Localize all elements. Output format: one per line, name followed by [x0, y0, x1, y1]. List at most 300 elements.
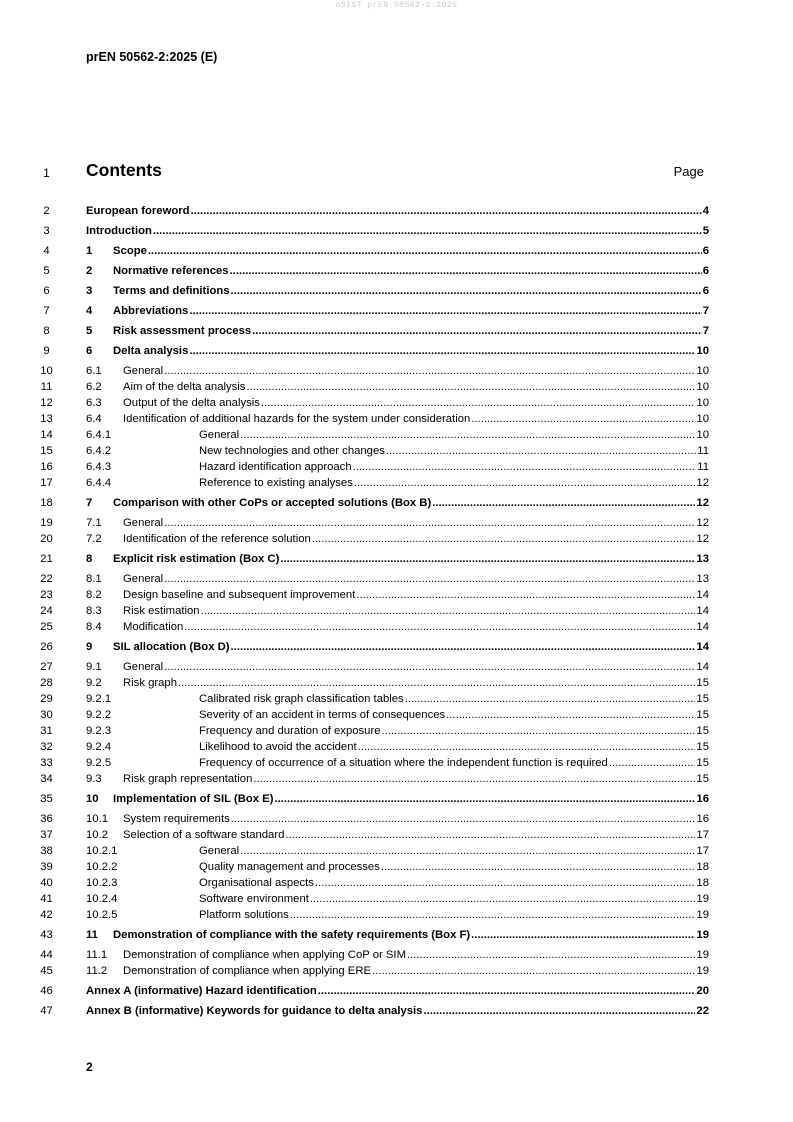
- toc-entry[interactable]: [0, 224, 793, 238]
- contents-heading-row: [0, 160, 793, 184]
- line-number: 3: [43, 225, 50, 237]
- section-number: 9.2: [86, 677, 102, 689]
- section-title: System requirements: [123, 813, 230, 825]
- section-title: Normative references: [113, 265, 229, 277]
- page-number: 11: [697, 445, 709, 457]
- page-number: 10: [696, 381, 709, 393]
- toc-entry[interactable]: [0, 324, 793, 338]
- dot-leader: [231, 284, 702, 298]
- section-title: General: [199, 429, 240, 441]
- dot-leader: [312, 532, 696, 546]
- dot-leader: [609, 756, 696, 770]
- line-number: 47: [40, 1005, 53, 1017]
- section-title: Likelihood to avoid the accident: [199, 741, 357, 753]
- toc-entry-content: [86, 516, 709, 530]
- page-number: 22: [696, 1005, 709, 1017]
- line-number: 27: [40, 661, 53, 673]
- dot-leader: [353, 460, 697, 474]
- dot-leader: [230, 264, 702, 278]
- toc-entry[interactable]: [0, 396, 793, 410]
- toc-entry-content: [86, 660, 709, 674]
- line-number: 16: [40, 461, 53, 473]
- dot-leader: [189, 304, 701, 318]
- page-title: Contents: [86, 160, 162, 180]
- section-title: Frequency of occurrence of a situation where the independent function is required: [199, 757, 608, 769]
- toc-entry-content: [86, 772, 709, 786]
- toc-entry-content: [86, 708, 709, 722]
- toc-entry[interactable]: [0, 532, 793, 546]
- toc-entry-content: [86, 304, 709, 318]
- line-number: 42: [40, 909, 53, 921]
- section-title: General: [123, 365, 164, 377]
- toc-entry[interactable]: [0, 380, 793, 394]
- dot-leader: [274, 792, 695, 806]
- section-number: 10.2.1: [86, 845, 118, 857]
- line-number: 11: [40, 381, 53, 393]
- line-number: 17: [40, 477, 53, 489]
- section-title: Risk estimation: [123, 605, 200, 617]
- toc-entry[interactable]: [0, 772, 793, 786]
- toc-entry-content: [86, 476, 709, 490]
- toc-entry[interactable]: [0, 604, 793, 618]
- line-number: 38: [40, 845, 53, 857]
- section-title: Software environment: [199, 893, 309, 905]
- toc-entry-content: [86, 908, 709, 922]
- toc-entry-content: [86, 640, 709, 654]
- section-number: 10.2.4: [86, 893, 118, 905]
- section-number: 9.2.1: [86, 693, 112, 705]
- line-number: 6: [43, 285, 50, 297]
- toc-entry-content: [86, 380, 709, 394]
- section-number: 7: [86, 497, 93, 509]
- line-number: 37: [40, 829, 53, 841]
- toc-entry-content: [86, 948, 709, 962]
- dot-leader: [372, 964, 695, 978]
- section-title: Quality management and processes: [199, 861, 380, 873]
- section-number: 10: [86, 793, 99, 805]
- page-number: 15: [696, 757, 709, 769]
- toc-entry-content: [86, 844, 709, 858]
- toc-entry-content: [86, 224, 709, 238]
- section-number: 8: [86, 553, 93, 565]
- line-number: 14: [40, 429, 53, 441]
- toc-entry[interactable]: [0, 708, 793, 722]
- toc-entry[interactable]: [0, 724, 793, 738]
- toc-entry[interactable]: [0, 264, 793, 278]
- page-number: 10: [696, 365, 709, 377]
- dot-leader: [290, 908, 696, 922]
- dot-leader: [252, 324, 702, 338]
- line-number: 30: [40, 709, 53, 721]
- section-number: 11: [86, 929, 98, 941]
- page-number: 7: [702, 305, 709, 317]
- dot-leader: [240, 428, 695, 442]
- section-number: 9.2.4: [86, 741, 112, 753]
- dot-leader: [148, 244, 702, 258]
- dot-leader: [423, 1004, 695, 1018]
- toc-entry[interactable]: [0, 244, 793, 258]
- toc-entry-content: [86, 604, 709, 618]
- page-number: 6: [702, 245, 709, 257]
- toc-entry-content: [86, 756, 709, 770]
- toc-entry-content: [86, 324, 709, 338]
- section-title: New technologies and other changes: [199, 445, 385, 457]
- toc-entry[interactable]: [0, 792, 793, 806]
- line-number: 39: [40, 861, 53, 873]
- dot-leader: [178, 676, 695, 690]
- section-title: Modification: [123, 621, 184, 633]
- line-number: 1: [43, 166, 50, 180]
- toc-entry-content: [86, 892, 709, 906]
- dot-leader: [386, 444, 696, 458]
- section-title: Annex B (informative) Keywords for guidance to delta analysis: [86, 1005, 423, 1017]
- dot-leader: [153, 224, 702, 238]
- footer-page-number: 2: [86, 1060, 93, 1074]
- line-number: 2: [43, 205, 50, 217]
- toc-entry[interactable]: [0, 964, 793, 978]
- section-title: Introduction: [86, 225, 152, 237]
- section-title: Selection of a software standard: [123, 829, 285, 841]
- section-title: Identification of additional hazards for the system under consideration: [123, 413, 471, 425]
- page-number: 4: [702, 205, 709, 217]
- toc-entry[interactable]: [0, 828, 793, 842]
- toc-entry[interactable]: [0, 676, 793, 690]
- line-number: 24: [40, 605, 53, 617]
- line-number: 18: [40, 497, 53, 509]
- toc-entry[interactable]: [0, 740, 793, 754]
- line-number: 44: [40, 949, 53, 961]
- section-number: 8.1: [86, 573, 102, 585]
- toc-entry-content: [86, 496, 709, 510]
- dot-leader: [246, 380, 695, 394]
- dot-leader: [405, 692, 696, 706]
- page-number: 17: [696, 845, 709, 857]
- toc-entry-content: [86, 460, 709, 474]
- section-title: Reference to existing analyses: [199, 477, 353, 489]
- section-number: 8.2: [86, 589, 102, 601]
- line-number: 40: [40, 877, 53, 889]
- page-number: 16: [696, 813, 709, 825]
- toc-entry-content: [86, 444, 709, 458]
- toc-entry-content: [86, 724, 709, 738]
- page-number: 11: [697, 461, 709, 473]
- line-number: 10: [40, 365, 53, 377]
- section-number: 10.2.3: [86, 877, 118, 889]
- dot-leader: [407, 948, 695, 962]
- toc-entry[interactable]: [0, 876, 793, 890]
- page-number: 12: [696, 477, 709, 489]
- section-title: Scope: [113, 245, 147, 257]
- toc-entry-content: [86, 588, 709, 602]
- toc-entry[interactable]: [0, 908, 793, 922]
- section-title: European foreword: [86, 205, 190, 217]
- line-number: 41: [40, 893, 53, 905]
- toc-entry[interactable]: [0, 460, 793, 474]
- dot-leader: [310, 892, 696, 906]
- watermark: oSIST prEN 50562-2:2025: [335, 1, 458, 10]
- page-number: 19: [696, 965, 709, 977]
- page-number: 10: [696, 413, 709, 425]
- dot-leader: [381, 860, 696, 874]
- page-number: 12: [696, 517, 709, 529]
- line-number: 43: [40, 929, 53, 941]
- toc-entry[interactable]: [0, 412, 793, 426]
- page-number: 14: [696, 589, 709, 601]
- page-number: 15: [696, 693, 709, 705]
- section-title: Annex A (informative) Hazard identification: [86, 985, 317, 997]
- line-number: 7: [43, 305, 50, 317]
- toc-entry[interactable]: [0, 364, 793, 378]
- toc-entry-content: [86, 964, 709, 978]
- section-number: 6.4.1: [86, 429, 112, 441]
- toc-entry[interactable]: [0, 948, 793, 962]
- dot-leader: [240, 844, 695, 858]
- toc-entry[interactable]: [0, 928, 793, 942]
- page-number: 17: [696, 829, 709, 841]
- section-number: 9: [86, 641, 93, 653]
- toc-entry-content: [86, 396, 709, 410]
- toc-entry[interactable]: [0, 812, 793, 826]
- toc-entry-content: [86, 740, 709, 754]
- toc-entry-content: [86, 876, 709, 890]
- section-title: Hazard identification approach: [199, 461, 352, 473]
- section-number: 8.4: [86, 621, 102, 633]
- toc-entry-content: [86, 244, 709, 258]
- toc-entry-content: [86, 928, 709, 942]
- dot-leader: [201, 604, 696, 618]
- dot-leader: [318, 984, 696, 998]
- dot-leader: [189, 344, 695, 358]
- toc-entry-content: [86, 428, 709, 442]
- line-number: 36: [40, 813, 53, 825]
- page-number: 6: [702, 285, 709, 297]
- section-number: 2: [86, 265, 93, 277]
- page-number: 15: [696, 677, 709, 689]
- page-number: 14: [696, 641, 709, 653]
- section-title: General: [123, 573, 164, 585]
- section-number: 11.2: [86, 965, 108, 977]
- toc-entry-content: [86, 692, 709, 706]
- toc-entry-content: [86, 412, 709, 426]
- toc-entry-content: [86, 344, 709, 358]
- section-number: 8.3: [86, 605, 102, 617]
- section-number: 1: [86, 245, 93, 257]
- dot-leader: [358, 740, 696, 754]
- toc-entry-content: [86, 860, 709, 874]
- page-number: 5: [702, 225, 709, 237]
- page-number: 15: [696, 725, 709, 737]
- section-title: Frequency and duration of exposure: [199, 725, 381, 737]
- section-title: Platform solutions: [199, 909, 289, 921]
- section-title: Demonstration of compliance when applying CoP or SIM: [123, 949, 406, 961]
- page-number: 10: [696, 397, 709, 409]
- section-title: General: [123, 661, 164, 673]
- line-number: 33: [40, 757, 53, 769]
- toc-entry-content: [86, 792, 709, 806]
- toc-entry-content: [86, 204, 709, 218]
- page-number: 12: [696, 533, 709, 545]
- page-number: 10: [696, 345, 709, 357]
- line-number: 13: [40, 413, 53, 425]
- section-number: 10.2: [86, 829, 108, 841]
- section-title: Risk graph: [123, 677, 177, 689]
- toc-entry[interactable]: [0, 284, 793, 298]
- section-title: Risk assessment process: [113, 325, 252, 337]
- document-id: prEN 50562-2:2025 (E): [86, 50, 218, 64]
- dot-leader: [231, 812, 696, 826]
- dot-leader: [191, 204, 702, 218]
- dot-leader: [471, 928, 695, 942]
- toc-entry[interactable]: [0, 588, 793, 602]
- section-number: 10.2.2: [86, 861, 118, 873]
- line-number: 22: [40, 573, 53, 585]
- page-number: 13: [696, 573, 709, 585]
- toc-entry-content: [86, 572, 709, 586]
- section-title: Risk graph representation: [123, 773, 253, 785]
- page-number: 18: [696, 877, 709, 889]
- toc-entry[interactable]: [0, 304, 793, 318]
- dot-leader: [354, 476, 696, 490]
- line-number: 23: [40, 589, 53, 601]
- section-number: 11.1: [86, 949, 108, 961]
- toc-entry-content: [86, 552, 709, 566]
- section-title: Delta analysis: [113, 345, 189, 357]
- section-number: 5: [86, 325, 93, 337]
- toc-entry[interactable]: [0, 204, 793, 218]
- line-number: 32: [40, 741, 53, 753]
- dot-leader: [164, 572, 695, 586]
- section-number: 6.1: [86, 365, 102, 377]
- section-number: 6.4.4: [86, 477, 112, 489]
- line-number: 45: [40, 965, 53, 977]
- section-title: Demonstration of compliance with the safety requirements (Box F): [113, 929, 471, 941]
- toc-entry[interactable]: [0, 444, 793, 458]
- page-number: 12: [696, 497, 709, 509]
- line-number: 25: [40, 621, 53, 633]
- dot-leader: [285, 828, 695, 842]
- toc-entry-content: [86, 828, 709, 842]
- section-title: Implementation of SIL (Box E): [113, 793, 274, 805]
- section-title: Identification of the reference solution: [123, 533, 311, 545]
- line-number: 15: [40, 445, 53, 457]
- toc-entry[interactable]: [0, 496, 793, 510]
- section-number: 6: [86, 345, 93, 357]
- section-number: 9.2.5: [86, 757, 112, 769]
- toc-entry[interactable]: [0, 572, 793, 586]
- section-number: 6.4.3: [86, 461, 112, 473]
- section-title: Abbreviations: [113, 305, 189, 317]
- section-number: 7.2: [86, 533, 102, 545]
- page-number: 15: [696, 741, 709, 753]
- toc-entry[interactable]: [0, 640, 793, 654]
- section-number: 9.3: [86, 773, 102, 785]
- toc-entry-content: [86, 676, 709, 690]
- page-column-label: Page: [673, 164, 704, 179]
- page-number: 18: [696, 861, 709, 873]
- dot-leader: [471, 412, 695, 426]
- line-number: 31: [40, 725, 53, 737]
- section-number: 3: [86, 285, 93, 297]
- section-number: 9.2.2: [86, 709, 112, 721]
- section-title: Comparison with other CoPs or accepted solutions (Box B): [113, 497, 432, 509]
- section-number: 6.4.2: [86, 445, 112, 457]
- section-number: 6.4: [86, 413, 102, 425]
- toc-entry[interactable]: [0, 476, 793, 490]
- page-number: 20: [696, 985, 709, 997]
- toc-entry[interactable]: [0, 892, 793, 906]
- toc-entry-content: [86, 264, 709, 278]
- section-title: Calibrated risk graph classification tables: [199, 693, 404, 705]
- dot-leader: [446, 708, 695, 722]
- toc-entry-content: [86, 812, 709, 826]
- toc-entry[interactable]: [0, 344, 793, 358]
- line-number: 20: [40, 533, 53, 545]
- line-number: 5: [43, 265, 50, 277]
- toc-entry[interactable]: [0, 692, 793, 706]
- dot-leader: [164, 660, 695, 674]
- page-number: 19: [696, 949, 709, 961]
- page-number: 19: [696, 893, 709, 905]
- dot-leader: [164, 364, 695, 378]
- section-number: 9.2.3: [86, 725, 112, 737]
- page-number: 15: [696, 709, 709, 721]
- line-number: 46: [40, 985, 53, 997]
- line-number: 35: [40, 793, 53, 805]
- toc-entry[interactable]: [0, 428, 793, 442]
- line-number: 8: [43, 325, 50, 337]
- dot-leader: [231, 640, 696, 654]
- toc-entry-content: [86, 1004, 709, 1018]
- section-title: Output of the delta analysis: [123, 397, 260, 409]
- toc-entry[interactable]: [0, 860, 793, 874]
- dot-leader: [164, 516, 695, 530]
- section-number: 10.2.5: [86, 909, 118, 921]
- dot-leader: [280, 552, 695, 566]
- toc-entry[interactable]: [0, 1004, 793, 1018]
- toc-entry[interactable]: [0, 984, 793, 998]
- toc-entry[interactable]: [0, 620, 793, 634]
- section-title: Severity of an accident in terms of consequences: [199, 709, 446, 721]
- page-number: 15: [696, 773, 709, 785]
- toc-entry-content: [86, 984, 709, 998]
- dot-leader: [184, 620, 695, 634]
- toc-entry-content: [86, 284, 709, 298]
- section-number: 9.1: [86, 661, 102, 673]
- page-number: 19: [696, 929, 709, 941]
- toc-entry[interactable]: [0, 660, 793, 674]
- dot-leader: [261, 396, 696, 410]
- section-title: General: [123, 517, 164, 529]
- line-number: 12: [40, 397, 53, 409]
- section-title: SIL allocation (Box D): [113, 641, 230, 653]
- page-number: 16: [696, 793, 709, 805]
- section-title: Demonstration of compliance when applying ERE: [123, 965, 372, 977]
- dot-leader: [315, 876, 696, 890]
- toc-entry[interactable]: [0, 844, 793, 858]
- dot-leader: [356, 588, 695, 602]
- dot-leader: [432, 496, 695, 510]
- page-number: 14: [696, 661, 709, 673]
- line-number: 34: [40, 773, 53, 785]
- page-number: 14: [696, 621, 709, 633]
- section-title: Aim of the delta analysis: [123, 381, 246, 393]
- dot-leader: [253, 772, 695, 786]
- page-number: 19: [696, 909, 709, 921]
- toc-entry[interactable]: [0, 756, 793, 770]
- toc-entry-content: [86, 364, 709, 378]
- toc-entry[interactable]: [0, 516, 793, 530]
- toc-entry[interactable]: [0, 552, 793, 566]
